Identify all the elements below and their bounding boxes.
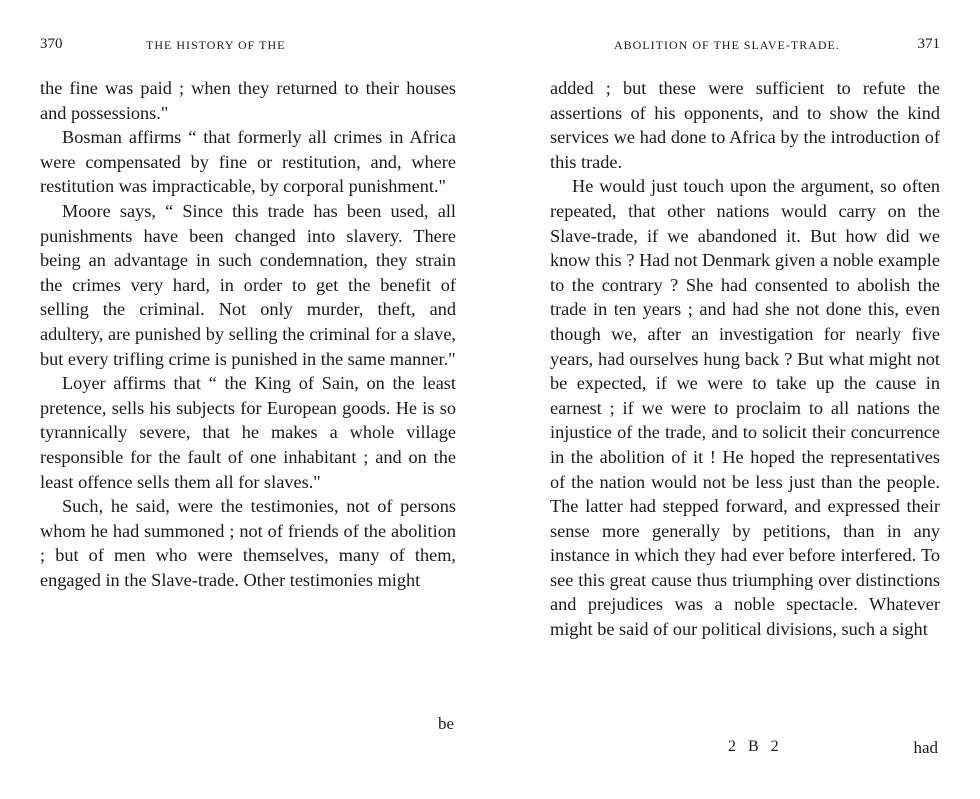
- paragraph: the fine was paid ; when they returned to their houses and possessions.": [40, 78, 456, 123]
- right-running-head: [550, 36, 940, 62]
- signature-mark: 2 B 2: [728, 738, 783, 755]
- right-page: [550, 36, 940, 757]
- paragraph: Such, he said, were the testimonies, not of persons whom he had summoned ; not of friends of the abolition ; but of men who were themselves, many of them, engaged in the Slave-trade. Other testimonies might: [40, 496, 456, 590]
- paragraph: Loyer affirms that “ the King of Sain, on the least pretence, sells his subjects for European goods. He is so tyrannically severe, that he makes a whole village responsible for the fault of one inhabitant ; and on the least offence sells them all for slaves.": [40, 373, 456, 492]
- left-page-number: 370: [40, 36, 63, 52]
- right-running-title: ABOLITION OF THE SLAVE-TRADE.: [614, 38, 840, 52]
- right-catchword: had: [913, 738, 938, 757]
- paragraph: added ; but these were sufficient to refute the assertions of his opponents, and to show the kind services we had done to Africa by the introduction of this trade.: [550, 78, 940, 172]
- left-running-title: THE HISTORY OF THE: [146, 38, 286, 52]
- right-body-text: [550, 76, 940, 642]
- left-body-text: [40, 76, 456, 592]
- paragraph: He would just touch upon the argument, so often repeated, that other nations would carry on the Slave-trade, if we abandoned it. But how did we know this ? Had not Denmark given a noble example to the contrary ? She had consented to abolish the trade in ten years ; and had she not done this, even though we, after an investigation for nearly five years, had ourselves hung back ? But what might not be expected, if we were to take up the cause in earnest ; if we were to proclaim to all nations the injustice of the trade, and to solicit their concurrence in the abolition of it ! He hoped the representatives of the nation would not be less just than the people. The latter had stepped forward, and expressed their sense more generally by petitions, than in any instance in which they had ever before interfered. To see this great cause thus triumphing over distinctions and prejudices was a noble spectacle. Whatever might be said of our political divisions, such a sight: [550, 176, 940, 640]
- left-page: [40, 36, 456, 733]
- left-catchword: be: [437, 714, 454, 733]
- paragraph: Bosman affirms “ that formerly all crimes in Africa were compensated by fine or restitution, and, where restitution was impracticable, by corporal punishment.": [40, 127, 456, 197]
- right-page-number: 371: [917, 36, 940, 52]
- paragraph: Moore says, “ Since this trade has been used, all punishments have been changed into slavery. There being an advantage in such condemnation, they strain the crimes very hard, in order to get the benefit of selling the criminal. Not only murder, theft, and adultery, are punished by selling the criminal for a slave, but every trifling crime is punished in the same manner.": [40, 200, 456, 369]
- left-running-head: [40, 36, 456, 62]
